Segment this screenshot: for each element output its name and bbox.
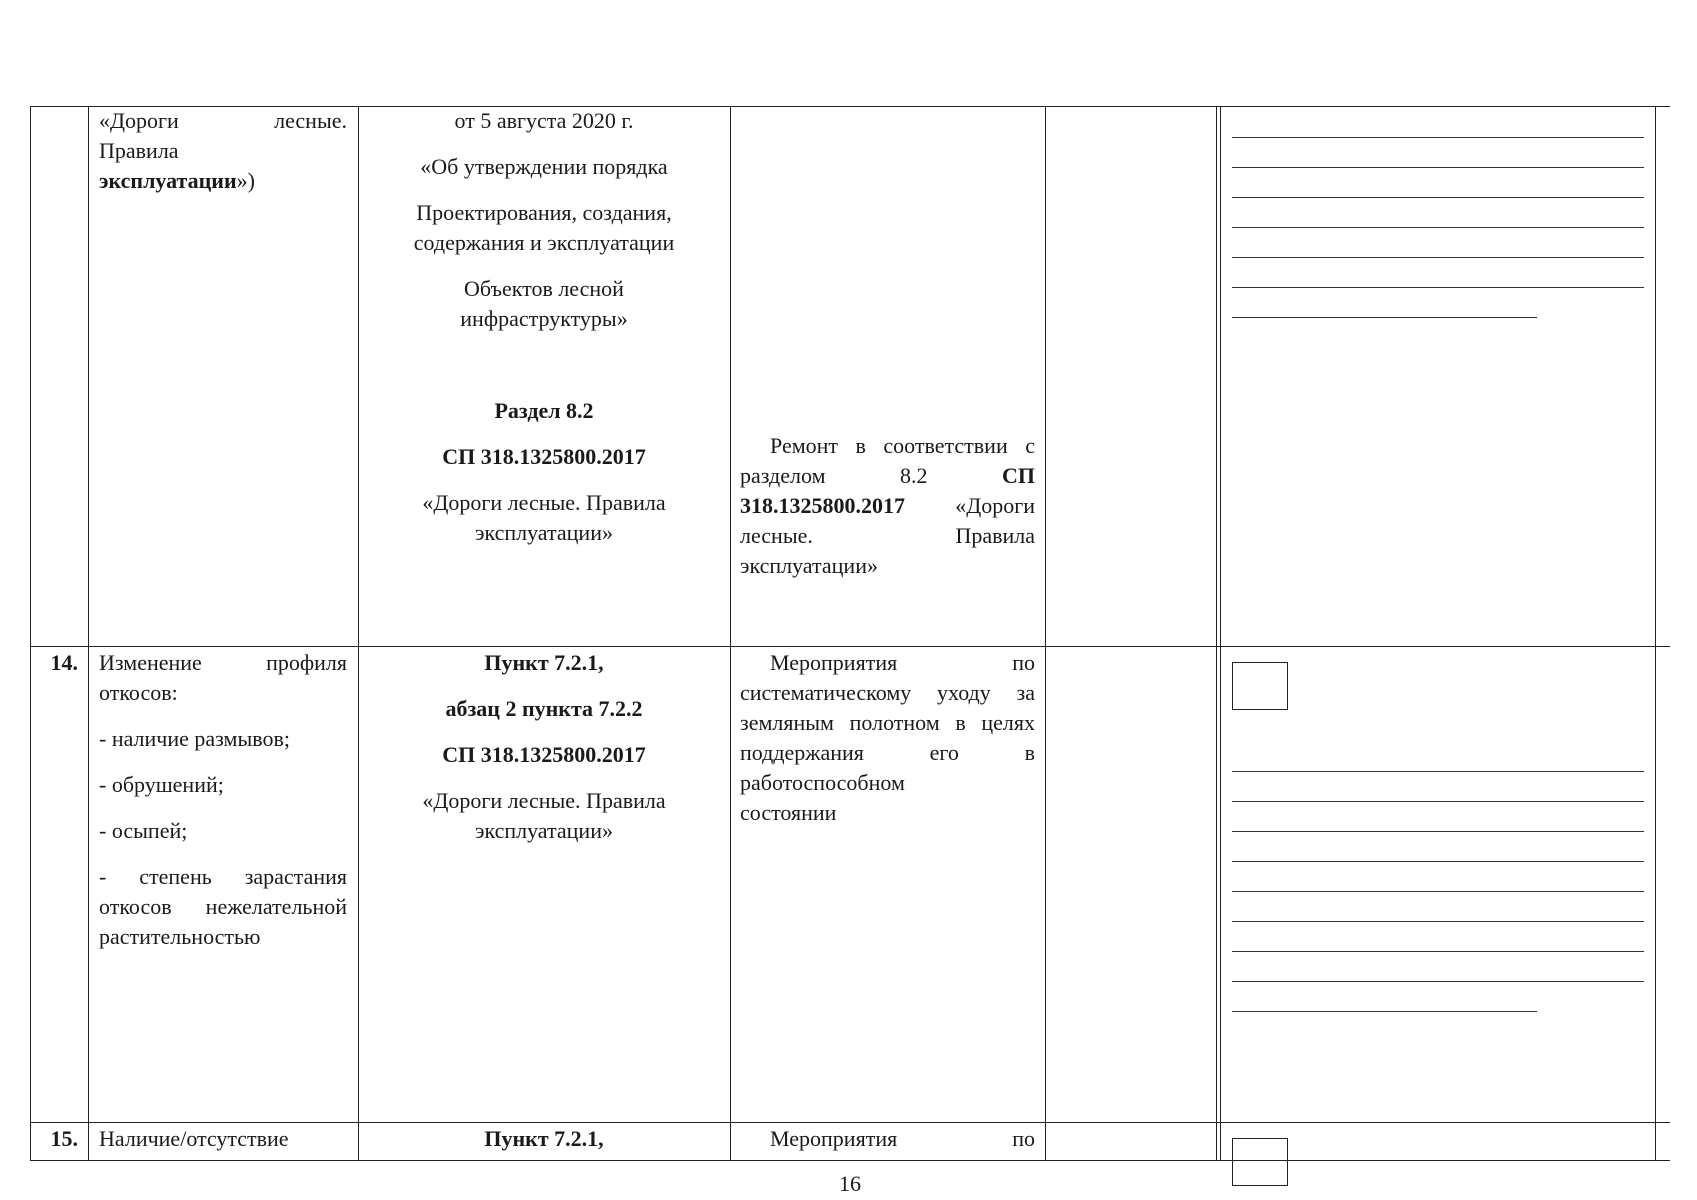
- fill-line: [1232, 317, 1537, 318]
- row13-basis-line3: Проектирования, создания,: [416, 200, 672, 225]
- row14-measures-cell: [740, 648, 1035, 828]
- row14-basis-sp: СП 318.1325800.2017: [442, 742, 646, 767]
- row-divider-13-14: [30, 646, 1670, 647]
- row13-basis-cell: [368, 106, 720, 548]
- row14-basis-title-1: «Дороги лесные. Правила: [422, 788, 666, 813]
- row15-number: 15.: [50, 1126, 78, 1151]
- row14-item-overgrowth-1: - степень зарастания: [99, 864, 348, 889]
- row14-name-cell: [99, 648, 347, 952]
- col-border-4: [1045, 106, 1046, 1160]
- row14-basis-paragraph: абзац 2 пункта 7.2.2: [445, 696, 643, 721]
- row13-basis-order-title: «Об утверждении порядка: [420, 154, 668, 179]
- row13-name-line3: эксплуатации»): [99, 168, 255, 193]
- row13-basis-sp: СП 318.1325800.2017: [442, 444, 646, 469]
- row14-item-overgrowth-3: растительностью: [99, 924, 261, 949]
- row13-name-line2: Правила: [99, 138, 179, 163]
- row14-measures-line4: поддержания его в: [740, 740, 1035, 765]
- row14-checkbox[interactable]: [1232, 662, 1288, 710]
- fill-line: [1232, 891, 1644, 892]
- row13-basis-section: Раздел 8.2: [494, 398, 594, 423]
- row13-measures-line3: 318.1325800.2017 «Дороги: [740, 493, 1035, 518]
- row14-basis-cell: [368, 648, 720, 846]
- row13-basis-line6: инфраструктуры»: [460, 306, 628, 331]
- fill-line: [1232, 951, 1644, 952]
- row15-name: Наличие/отсутствие: [99, 1126, 289, 1151]
- table-bottom-border: [30, 1160, 1670, 1161]
- row15-basis: Пункт 7.2.1,: [484, 1126, 604, 1151]
- row14-basis-title-2: эксплуатации»: [475, 818, 613, 843]
- fill-line: [1232, 167, 1644, 168]
- row14-measures-line6: состоянии: [740, 800, 837, 825]
- row13-measures-line4: лесные. Правила: [740, 523, 1035, 548]
- fill-line: [1232, 981, 1644, 982]
- fill-line: [1232, 921, 1644, 922]
- row14-measures-line5: работоспособном: [740, 770, 905, 795]
- row-divider-14-15: [30, 1122, 1670, 1123]
- row13-name-cell: [99, 106, 347, 196]
- row13-measures-line5: эксплуатации»: [740, 553, 878, 578]
- row13-measures-cell: [740, 431, 1035, 581]
- fill-line: [1232, 771, 1644, 772]
- row13-basis-sp-title-1: «Дороги лесные. Правила: [422, 490, 666, 515]
- fill-line: [1232, 801, 1644, 802]
- row15-checkbox[interactable]: [1232, 1138, 1288, 1186]
- row15-measures: Мероприятия по: [770, 1126, 1035, 1151]
- fill-line: [1232, 831, 1644, 832]
- col-border-1: [88, 106, 89, 1160]
- row14-name-line1: Изменение профиля: [99, 650, 347, 675]
- row14-item-overgrowth-2: откосов нежелательной: [99, 894, 347, 919]
- fill-line: [1232, 287, 1644, 288]
- page-number: 16: [839, 1171, 861, 1196]
- row14-item-erosion: - наличие размывов;: [99, 726, 290, 751]
- col-border-5: [1216, 106, 1217, 1160]
- row13-measures-line1: Ремонт в соответствии с: [770, 433, 1035, 458]
- row14-item-collapse: - обрушений;: [99, 772, 224, 797]
- fill-line: [1232, 137, 1644, 138]
- fill-line: [1232, 227, 1644, 228]
- row14-measures-line1: Мероприятия по: [770, 650, 1035, 675]
- col-border-7: [1655, 106, 1656, 1160]
- row13-measures-line2: разделом 8.2 СП: [740, 463, 1035, 488]
- row14-basis-clause: Пункт 7.2.1,: [484, 650, 604, 675]
- row13-name-line1: «Дороги лесные.: [99, 108, 347, 133]
- row14-measures-line2: систематическому уходу за: [740, 680, 1035, 705]
- row14-item-scree: - осыпей;: [99, 818, 188, 843]
- fill-line: [1232, 257, 1644, 258]
- row13-basis-line4: содержания и эксплуатации: [413, 230, 675, 255]
- row13-basis-date: от 5 августа 2020 г.: [454, 108, 634, 133]
- col-border-2: [358, 106, 359, 1160]
- col-border-6: [1220, 106, 1221, 1160]
- row14-measures-line3: земляным полотном в целях: [740, 710, 1035, 735]
- fill-line: [1232, 861, 1644, 862]
- row13-basis-line5: Объектов лесной: [464, 276, 624, 301]
- fill-line: [1232, 197, 1644, 198]
- fill-line: [1232, 1011, 1537, 1012]
- row13-basis-sp-title-2: эксплуатации»: [475, 520, 613, 545]
- row14-name-line2: откосов:: [99, 680, 178, 705]
- row14-number: 14.: [50, 650, 78, 675]
- col-border-3: [730, 106, 731, 1160]
- col-border-0: [30, 106, 31, 1160]
